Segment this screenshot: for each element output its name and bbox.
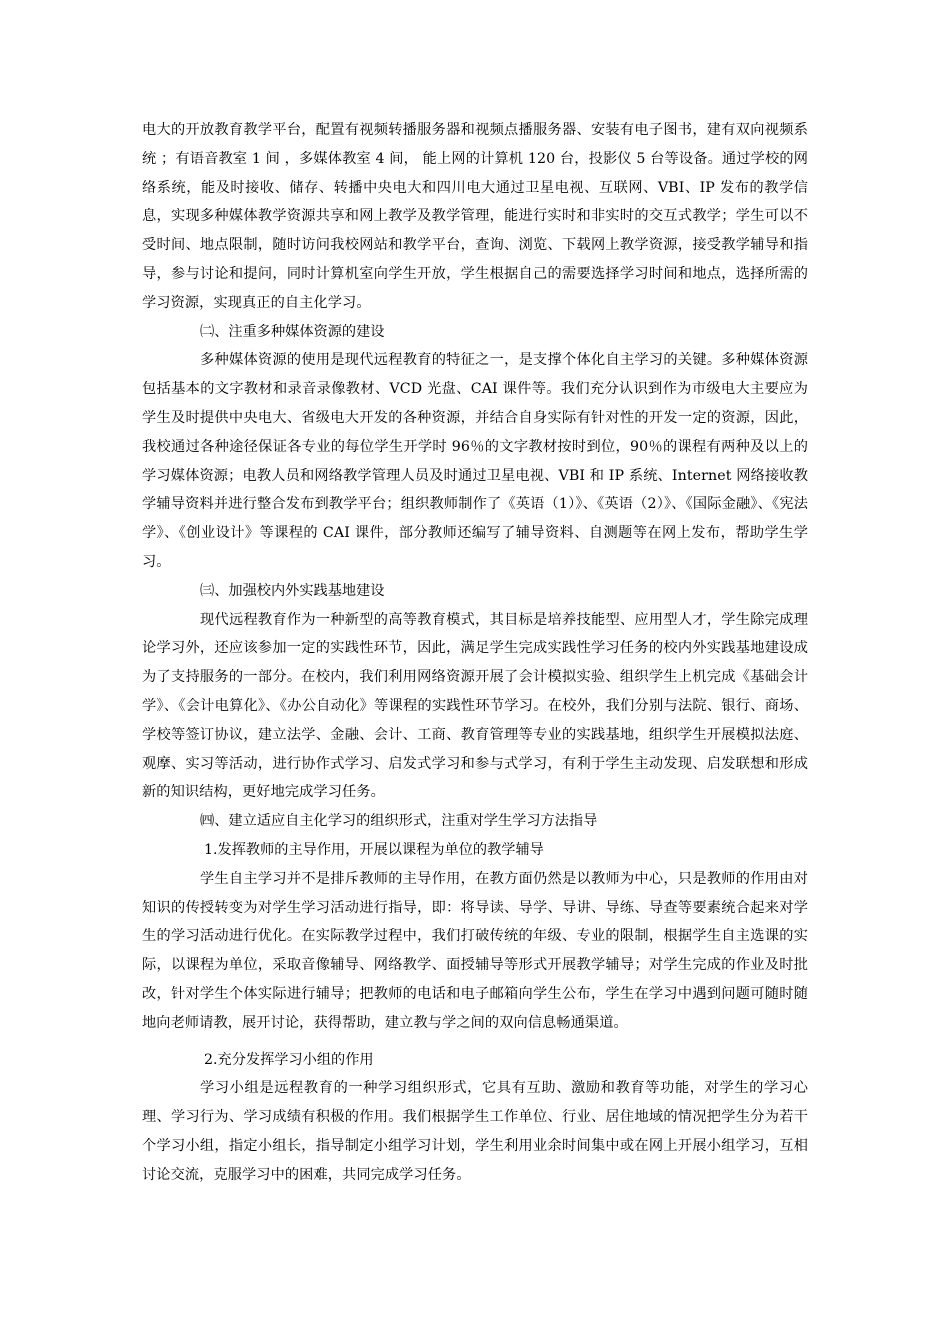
section-heading-3: ㈢、加强校内外实践基地建设 xyxy=(200,582,385,599)
paragraph-media-resources: 多种媒体资源的使用是现代远程教育的特征之一，是支撑个体化自主学习的关键。多种媒体资源包括基本的文字教材和录音录像教材、VCD 光盘、CAI 课件等。我们充分认识到作为市级电大主要应为学生及时提供中央电大、省级电大开发的各种资源，并结合自身实际有针对性的开发一定的资源，因此，我校通过各种途径保证各专业的每位学生开学时 96％的文字教材按时到位，90％的课程有两种及以上的学习媒体资源；电教人员和网络教学管理人员及时通过卫星电视、VBI 和 IP 系统、Internet 网络接收教学辅导资料并进行整合发布到教学平台；组织教师制作了《英语（1）》、《英语（2）》、《国际金融》、《宪法学》、《创业设计》等课程的 CAI 课件，部分教师还编写了辅导资料、自测题等在网上发布，帮助学生学习。 xyxy=(142,352,808,570)
paragraph-practice-base: 现代远程教育作为一种新型的高等教育模式，其目标是培养技能型、应用型人才，学生除完成理论学习外，还应该参加一定的实践性环节，因此，满足学生完成实践性学习任务的校内外实践基地建设成为了支持服务的一部分。在校内，我们利用网络资源开展了会计模拟实验、组织学生上机完成《基础会计学》、《会计电算化》、《办公自动化》等课程的实践性环节学习。在校外，我们分别与法院、银行、商场、学校等签订协议，建立法学、金融、会计、工商、教育管理等专业的实践基地，组织学生开展模拟法庭、观摩、实习等活动，进行协作式学习、启发式学习和参与式学习，有利于学生主动发现、启发联想和形成新的知识结构，更好地完成学习任务。 xyxy=(142,611,808,801)
paragraph-continuation: 电大的开放教育教学平台，配置有视频转播服务器和视频点播服务器、安装有电子图书，建有双向视频系统 ；有语音教室 1 间 ，多媒体教室 4 间， 能上网的计算机 120 台，投影仪 5 台等设备。通过学校的网络系统，能及时接收、储存、转播中央电大和四川电大通过卫星电视、互联网、VBI、IP 发布的教学信息，实现多种媒体教学资源共享和网上教学及教学管理，能进行实时和非实时的交互式教学；学生可以不受时间、地点限制，随时访问我校网站和教学平台，查询、浏览、下载网上教学资源，接受教学辅导和指导，参与讨论和提问，同时计算机室向学生开放，学生根据自己的需要选择学习时间和地点，选择所需的学习资源，实现真正的自主化学习。 xyxy=(142,122,808,311)
paragraph-teacher-guidance: 学生自主学习并不是排斥教师的主导作用，在教方面仍然是以教师为中心，只是教师的作用由对知识的传授转变为对学生学习活动进行指导，即：将导读、导学、导讲、导练、导查等要素统合起来对学生的学习活动进行优化。在实际教学过程中，我们打破传统的年级、专业的限制，根据学生自主选课的实际，以课程为单位，采取音像辅导、网络教学、面授辅导等形式开展教学辅导；对学生完成的作业及时批改，针对学生个体实际进行辅导；把教师的电话和电子邮箱向学生公布，学生在学习中遇到问题可随时随地向老师请教，展开讨论，获得帮助，建立教与学之间的双向信息畅通渠道。 xyxy=(142,870,808,1031)
section-heading-2: ㈡、注重多种媒体资源的建设 xyxy=(200,323,385,340)
section-heading-4: ㈣、建立适应自主化学习的组织形式，注重对学生学习方法指导 xyxy=(200,813,598,830)
sub-heading-1: 1.发挥教师的主导作用，开展以课程为单位的教学辅导 xyxy=(204,841,544,858)
document-body xyxy=(142,116,808,1189)
sub-heading-2: 2.充分发挥学习小组的作用 xyxy=(204,1051,374,1068)
paragraph-study-groups: 学习小组是远程教育的一种学习组织形式，它具有互助、激励和教育等功能，对学生的学习心理、学习行为、学习成绩有积极的作用。我们根据学生工作单位、行业、居住地域的情况把学生分为若干个学习小组，指定小组长，指导制定小组学习计划，学生利用业余时间集中或在网上开展小组学习，互相讨论交流，克服学习中的困难，共同完成学习任务。 xyxy=(142,1080,808,1183)
